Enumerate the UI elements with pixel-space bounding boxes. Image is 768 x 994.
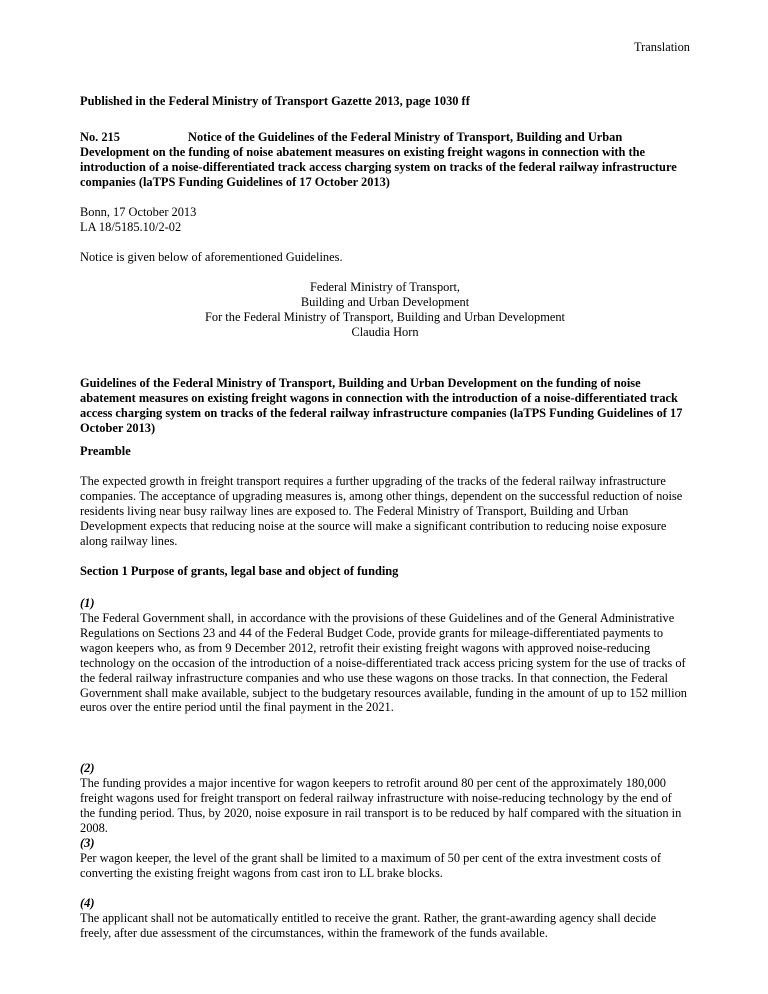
signatory-line-2: Building and Urban Development	[300, 294, 470, 309]
gazette-reference: Published in the Federal Ministry of Transport Gazette 2013, page 1030 ff	[80, 94, 470, 108]
guidelines-title: Guidelines of the Federal Ministry of Transport, Building and Urban Development on the funding of noise abatement measures on existing freight wagons in connection with the introduction of a noise-differentiated track access charging system on tracks of the federal railway infrastructure companies (laTPS Funding Guidelines of 17 October 2013)	[80, 376, 683, 435]
paragraph-3-number: (3)	[80, 836, 95, 850]
notice-title: Notice of the Guidelines of the Federal Ministry of Transport, Building and Urban Development on the funding of noise abatement measures on existing freight wagons in connection with the introduction of a noise-differentiated track access charging system on tracks of the federal railway infrastructure companies (laTPS Funding Guidelines of 17 October 2013)	[80, 130, 677, 189]
paragraph-2-text: The funding provides a major incentive for wagon keepers to retrofit around 80 per cent of the approximately 180,000 freight wagons used for freight transport on federal railway infrastructure with noise-reducing technology by the end of the funding period. Thus, by 2020, noise exposure in rail transport is to be reduced by half compared with the situation in 2008.	[80, 776, 682, 835]
reference-number: LA 18/5185.10/2-02	[80, 220, 182, 234]
signatory-name: Claudia Horn	[351, 324, 419, 339]
paragraph-1-text: The Federal Government shall, in accordance with the provisions of these Guidelines and of the General Administrative Regulations on Sections 23 and 44 of the Federal Budget Code, provide grants for mileage-differentiated payments to wagon keepers who, as from 9 December 2012, retrofit their existing freight wagons with approved noise-reducing technology on the occasion of the introduction of a noise-differentiated track access pricing system for the use of tracks of the federal railway infrastructure companies and who use these wagons on those tracks. In that connection, the Federal Government shall make available, subject to the budgetary resources available, funding in the amount of up to 152 million euros over the entire period until the final payment in the 2021.	[80, 611, 687, 715]
notice-number: No. 215	[80, 130, 120, 144]
preamble-heading: Preamble	[80, 444, 131, 458]
paragraph-2-number: (2)	[80, 761, 95, 775]
notice-heading	[80, 130, 690, 190]
signatory-line-3: For the Federal Ministry of Transport, Building and Urban Development	[205, 309, 565, 324]
paragraph-4-text: The applicant shall not be automatically entitled to receive the grant. Rather, the grant-awarding agency shall decide freely, after due assessment of the circumstances, within the framework of the funds available.	[80, 911, 657, 940]
place-date: Bonn, 17 October 2013	[80, 205, 197, 219]
section-1-heading: Section 1 Purpose of grants, legal base and object of funding	[80, 564, 399, 578]
paragraph-4-number: (4)	[80, 896, 95, 910]
signatory-block	[80, 280, 690, 340]
translation-label: Translation	[634, 40, 690, 54]
signatory-line-1: Federal Ministry of Transport,	[309, 280, 461, 294]
paragraph-1-number: (1)	[80, 596, 95, 610]
notice-line: Notice is given below of aforementioned Guidelines.	[80, 250, 343, 264]
preamble-text: The expected growth in freight transport requires a further upgrading of the tracks of the federal railway infrastructure companies. The acceptance of upgrading measures is, among other things, dependent on the successful reduction of noise residents living near busy railway lines are exposed to. The Federal Ministry of Transport, Building and Urban Development expects that reducing noise at the source will make a significant contribution to reducing noise exposure along railway lines.	[80, 474, 683, 548]
paragraph-3-text: Per wagon keeper, the level of the grant shall be limited to a maximum of 50 per cent of the extra investment costs of converting the existing freight wagons from cast iron to LL brake blocks.	[80, 851, 661, 880]
